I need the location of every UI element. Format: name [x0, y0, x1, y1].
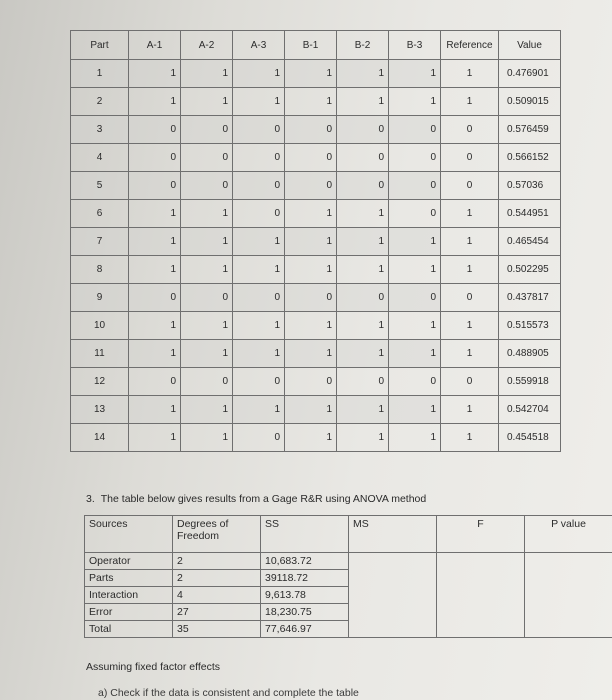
header-a2: A-2 [181, 31, 233, 60]
anova-cell-ms [349, 570, 437, 587]
cell-val: 0.509015 [499, 88, 561, 116]
anova-cell-ms [349, 553, 437, 570]
cell-part: 3 [71, 116, 129, 144]
anova-header-ms: MS [349, 516, 437, 553]
anova-cell-ms [349, 587, 437, 604]
cell-a2: 1 [181, 200, 233, 228]
cell-b2: 1 [337, 228, 389, 256]
cell-a3: 0 [233, 116, 285, 144]
cell-b2: 1 [337, 88, 389, 116]
cell-a1: 1 [129, 312, 181, 340]
anova-cell-source: Error [85, 604, 173, 621]
question-number: 3. [86, 493, 95, 505]
cell-part: 13 [71, 396, 129, 424]
anova-cell-df: 2 [173, 553, 261, 570]
anova-cell-f [437, 587, 525, 604]
table-row [71, 368, 561, 396]
cell-b3: 1 [389, 88, 441, 116]
cell-a3: 0 [233, 368, 285, 396]
cell-a1: 1 [129, 200, 181, 228]
cell-val: 0.576459 [499, 116, 561, 144]
anova-cell-ms [349, 621, 437, 638]
header-b3: B-3 [389, 31, 441, 60]
cell-a2: 0 [181, 116, 233, 144]
cell-part: 11 [71, 340, 129, 368]
anova-cell-f [437, 570, 525, 587]
cell-ref: 1 [441, 396, 499, 424]
cell-b2: 1 [337, 396, 389, 424]
header-b1: B-1 [285, 31, 337, 60]
cell-val: 0.542704 [499, 396, 561, 424]
cell-part: 2 [71, 88, 129, 116]
cell-ref: 1 [441, 256, 499, 284]
part-a-text: a) Check if the data is consistent and complete the table [98, 687, 359, 699]
table-row [71, 284, 561, 312]
cell-b3: 1 [389, 340, 441, 368]
cell-b3: 0 [389, 200, 441, 228]
table-row [71, 200, 561, 228]
anova-cell-p [525, 553, 612, 570]
cell-a2: 1 [181, 312, 233, 340]
cell-a1: 1 [129, 88, 181, 116]
cell-b1: 1 [285, 88, 337, 116]
cell-val: 0.566152 [499, 144, 561, 172]
anova-cell-ss: 18,230.75 [261, 604, 349, 621]
cell-a3: 1 [233, 312, 285, 340]
cell-b1: 0 [285, 368, 337, 396]
cell-b1: 1 [285, 256, 337, 284]
anova-cell-p [525, 604, 612, 621]
cell-ref: 1 [441, 424, 499, 452]
cell-val: 0.437817 [499, 284, 561, 312]
header-a3: A-3 [233, 31, 285, 60]
cell-val: 0.544951 [499, 200, 561, 228]
cell-a3: 1 [233, 396, 285, 424]
cell-b1: 0 [285, 116, 337, 144]
cell-b2: 0 [337, 368, 389, 396]
cell-b3: 1 [389, 424, 441, 452]
anova-cell-p [525, 621, 612, 638]
anova-cell-source: Operator [85, 553, 173, 570]
table-row [71, 228, 561, 256]
table-row [71, 116, 561, 144]
anova-cell-p [525, 570, 612, 587]
cell-b3: 0 [389, 144, 441, 172]
cell-a2: 0 [181, 144, 233, 172]
cell-part: 5 [71, 172, 129, 200]
attribute-data-table [70, 30, 561, 452]
cell-a3: 0 [233, 172, 285, 200]
cell-b1: 1 [285, 60, 337, 88]
cell-a2: 1 [181, 340, 233, 368]
table-row [71, 424, 561, 452]
cell-ref: 0 [441, 116, 499, 144]
header-part: Part [71, 31, 129, 60]
table-row [71, 144, 561, 172]
table-row [71, 172, 561, 200]
anova-cell-df: 2 [173, 570, 261, 587]
cell-a1: 0 [129, 144, 181, 172]
cell-a2: 0 [181, 172, 233, 200]
cell-val: 0.515573 [499, 312, 561, 340]
anova-cell-df: 4 [173, 587, 261, 604]
cell-ref: 1 [441, 88, 499, 116]
anova-cell-ss: 39118.72 [261, 570, 349, 587]
anova-header-ss: SS [261, 516, 349, 553]
cell-ref: 1 [441, 312, 499, 340]
cell-part: 10 [71, 312, 129, 340]
cell-a2: 1 [181, 396, 233, 424]
anova-table [84, 515, 612, 638]
cell-b2: 1 [337, 200, 389, 228]
anova-row [85, 553, 612, 570]
cell-part: 1 [71, 60, 129, 88]
anova-cell-df: 27 [173, 604, 261, 621]
cell-b2: 0 [337, 116, 389, 144]
table-row [71, 312, 561, 340]
cell-ref: 1 [441, 340, 499, 368]
cell-val: 0.57036 [499, 172, 561, 200]
anova-cell-source: Total [85, 621, 173, 638]
cell-a1: 1 [129, 424, 181, 452]
cell-b2: 0 [337, 284, 389, 312]
cell-b3: 1 [389, 396, 441, 424]
table-row [71, 88, 561, 116]
cell-val: 0.559918 [499, 368, 561, 396]
anova-row [85, 587, 612, 604]
anova-row [85, 604, 612, 621]
header-a1: A-1 [129, 31, 181, 60]
anova-cell-ms [349, 604, 437, 621]
cell-a3: 1 [233, 340, 285, 368]
cell-b1: 0 [285, 284, 337, 312]
question-text: The table below gives results from a Gage R&R using ANOVA method [100, 493, 427, 505]
anova-cell-p [525, 587, 612, 604]
cell-a1: 1 [129, 256, 181, 284]
header-value: Value [499, 31, 561, 60]
cell-b2: 1 [337, 424, 389, 452]
cell-ref: 0 [441, 144, 499, 172]
assumption-text: Assuming fixed factor effects [86, 661, 221, 673]
cell-part: 12 [71, 368, 129, 396]
cell-b2: 1 [337, 60, 389, 88]
cell-b1: 0 [285, 144, 337, 172]
cell-a3: 0 [233, 200, 285, 228]
anova-row [85, 621, 612, 638]
anova-cell-f [437, 604, 525, 621]
cell-part: 14 [71, 424, 129, 452]
cell-a2: 1 [181, 60, 233, 88]
cell-a1: 1 [129, 60, 181, 88]
anova-cell-f [437, 553, 525, 570]
cell-b2: 0 [337, 172, 389, 200]
cell-b1: 1 [285, 200, 337, 228]
anova-cell-df: 35 [173, 621, 261, 638]
cell-b1: 1 [285, 312, 337, 340]
cell-b3: 0 [389, 284, 441, 312]
anova-cell-ss: 77,646.97 [261, 621, 349, 638]
anova-cell-source: Parts [85, 570, 173, 587]
cell-b2: 0 [337, 144, 389, 172]
cell-part: 8 [71, 256, 129, 284]
question-3 [86, 493, 426, 505]
cell-b2: 1 [337, 312, 389, 340]
cell-a1: 0 [129, 116, 181, 144]
cell-val: 0.488905 [499, 340, 561, 368]
table-row [71, 396, 561, 424]
cell-a3: 0 [233, 284, 285, 312]
cell-b1: 1 [285, 424, 337, 452]
anova-body [85, 553, 612, 638]
cell-b3: 0 [389, 368, 441, 396]
anova-header-row [85, 516, 612, 553]
cell-val: 0.454518 [499, 424, 561, 452]
cell-ref: 1 [441, 60, 499, 88]
table-body [71, 60, 561, 452]
cell-b3: 1 [389, 256, 441, 284]
table-row [71, 60, 561, 88]
cell-b3: 0 [389, 172, 441, 200]
cell-a2: 1 [181, 424, 233, 452]
cell-ref: 0 [441, 172, 499, 200]
cell-ref: 1 [441, 228, 499, 256]
cell-val: 0.476901 [499, 60, 561, 88]
anova-row [85, 570, 612, 587]
cell-val: 0.465454 [499, 228, 561, 256]
cell-a2: 0 [181, 368, 233, 396]
cell-val: 0.502295 [499, 256, 561, 284]
cell-a3: 0 [233, 144, 285, 172]
cell-a3: 1 [233, 60, 285, 88]
table-row [71, 340, 561, 368]
cell-a1: 1 [129, 228, 181, 256]
cell-ref: 0 [441, 284, 499, 312]
cell-a3: 1 [233, 228, 285, 256]
cell-b1: 1 [285, 340, 337, 368]
cell-a1: 0 [129, 368, 181, 396]
anova-header-f: F [437, 516, 525, 553]
anova-header-df: Degrees of Freedom [173, 516, 261, 553]
cell-part: 4 [71, 144, 129, 172]
anova-header-sources: Sources [85, 516, 173, 553]
cell-b3: 1 [389, 60, 441, 88]
anova-cell-ss: 10,683.72 [261, 553, 349, 570]
cell-b1: 1 [285, 228, 337, 256]
anova-cell-source: Interaction [85, 587, 173, 604]
cell-a3: 0 [233, 424, 285, 452]
cell-a3: 1 [233, 256, 285, 284]
cell-a1: 0 [129, 172, 181, 200]
cell-ref: 0 [441, 368, 499, 396]
cell-part: 7 [71, 228, 129, 256]
cell-a2: 0 [181, 284, 233, 312]
anova-header-pvalue: P value [525, 516, 612, 553]
cell-a2: 1 [181, 256, 233, 284]
table-header-row [71, 31, 561, 60]
anova-cell-f [437, 621, 525, 638]
cell-b1: 0 [285, 172, 337, 200]
cell-b1: 1 [285, 396, 337, 424]
cell-b3: 1 [389, 228, 441, 256]
table-row [71, 256, 561, 284]
cell-ref: 1 [441, 200, 499, 228]
cell-b3: 0 [389, 116, 441, 144]
cell-a1: 0 [129, 284, 181, 312]
cell-a1: 1 [129, 340, 181, 368]
cell-part: 9 [71, 284, 129, 312]
cell-b3: 1 [389, 312, 441, 340]
cell-a3: 1 [233, 88, 285, 116]
anova-cell-ss: 9,613.78 [261, 587, 349, 604]
cell-part: 6 [71, 200, 129, 228]
cell-b2: 1 [337, 256, 389, 284]
header-b2: B-2 [337, 31, 389, 60]
cell-b2: 1 [337, 340, 389, 368]
header-reference: Reference [441, 31, 499, 60]
cell-a1: 1 [129, 396, 181, 424]
cell-a2: 1 [181, 228, 233, 256]
cell-a2: 1 [181, 88, 233, 116]
